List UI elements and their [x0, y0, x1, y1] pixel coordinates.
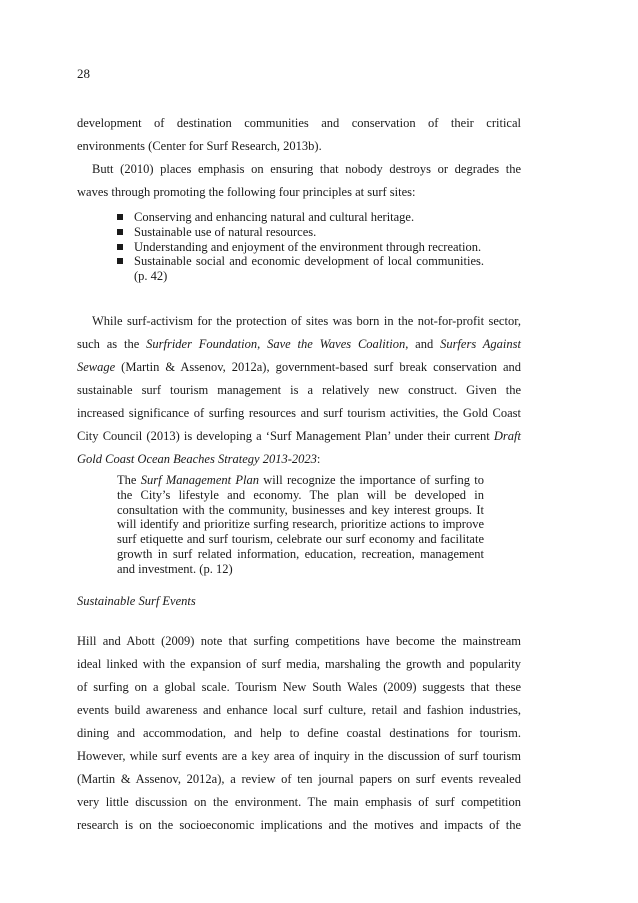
text-line: While surf-activism for the protection of sites was born in the not-for-profit sector, [92, 314, 521, 328]
paragraph-events [77, 630, 521, 837]
list-item-text: Conserving and enhancing natural and cultural heritage. [134, 210, 415, 224]
paragraph-butt [77, 158, 521, 204]
text-line: Butt (2010) places emphasis on ensuring that nobody destroys or degrades the [92, 162, 521, 176]
text-line: sustainable surf tourism management is a relatively new construct. Given the [77, 383, 521, 397]
bullet-square-icon [117, 244, 123, 250]
page-number: 28 [77, 66, 90, 81]
text-line: increased significance of surfing resources and surf tourism activities, the Gold Coast [77, 406, 521, 420]
document-title: Gold Coast Ocean Beaches Strategy 2013-2023 [77, 452, 317, 466]
list-item-text: Sustainable use of natural resources. [134, 224, 317, 239]
bullet-square-icon [117, 258, 123, 264]
text-line: development of destination communities and conservation of their critical [77, 116, 521, 130]
block-quote: The Surf Management Plan will recognize the importance of surfing to the City’s lifestyle and economy. The plan will be developed in consultation with the community, businesses and key interest groups. It will identify and prioritize surfing research, prioritize actions to improve surf etiquette and surf tourism, celebrate our surf economy and facilitate growth in surf related information, education, recreation, management and investment. (p. 12) [117, 473, 484, 576]
text-line: City Council (2013) is developing a ‘Surf Management Plan’ under their current Draft [77, 429, 521, 443]
org-name: Surfrider Foundation [146, 337, 258, 351]
list-item [117, 254, 484, 284]
list-item [117, 210, 484, 225]
text-line: (Martin & Assenov, 2012a), a review of ten journal papers on surf events revealed [77, 772, 521, 786]
paragraph-intro [77, 112, 521, 158]
text-line: such as the Surfrider Foundation, Save the Waves Coalition, and Surfers Against [77, 337, 521, 351]
bullet-square-icon [117, 214, 123, 220]
org-name: Surfers Against [440, 337, 521, 351]
text-line: environments (Center for Surf Research, 2013b). [77, 139, 322, 153]
org-name: Save the Waves Coalition [267, 337, 406, 351]
text-line: dining and accommodation, and help to define coastal destinations for tourism. [77, 726, 521, 740]
text-line: of surfing on a global scale. Tourism New South Wales (2009) suggests that these [77, 680, 521, 694]
list-item [117, 225, 484, 240]
text-line: research is on the socioeconomic implications and the motives and impacts of the [77, 818, 521, 832]
list-item [117, 240, 484, 255]
paragraph-activism [77, 310, 521, 471]
text-line: waves through promoting the following four principles at surf sites: [77, 185, 416, 199]
text-line: ideal linked with the expansion of surf media, marshaling the growth and popularity [77, 657, 521, 671]
text-line: Gold Coast Ocean Beaches Strategy 2013-2023: [77, 452, 321, 466]
bullet-square-icon [117, 229, 123, 235]
org-name: Sewage [77, 360, 116, 374]
text-line: Sewage (Martin & Assenov, 2012a), government-based surf break conservation and [77, 360, 521, 374]
principles-list [117, 210, 484, 284]
plan-name: Surf Management Plan [140, 473, 259, 487]
text-line: events build awareness and enhance local surf culture, retail and fashion industries, [77, 703, 521, 717]
text-line: Hill and Abott (2009) note that surfing competitions have become the mainstream [77, 634, 521, 648]
list-item-text: Understanding and enjoyment of the environment through recreation. [134, 239, 482, 254]
text-line: However, while surf events are a key area of inquiry in the discussion of surf tourism [77, 749, 521, 763]
text-line: very little discussion on the environment. The main emphasis of surf competition [77, 795, 521, 809]
section-heading: Sustainable Surf Events [77, 594, 196, 608]
list-item-text: Sustainable social and economic development of local communities. (p. 42) [134, 254, 484, 284]
document-title: Draft [493, 429, 521, 443]
